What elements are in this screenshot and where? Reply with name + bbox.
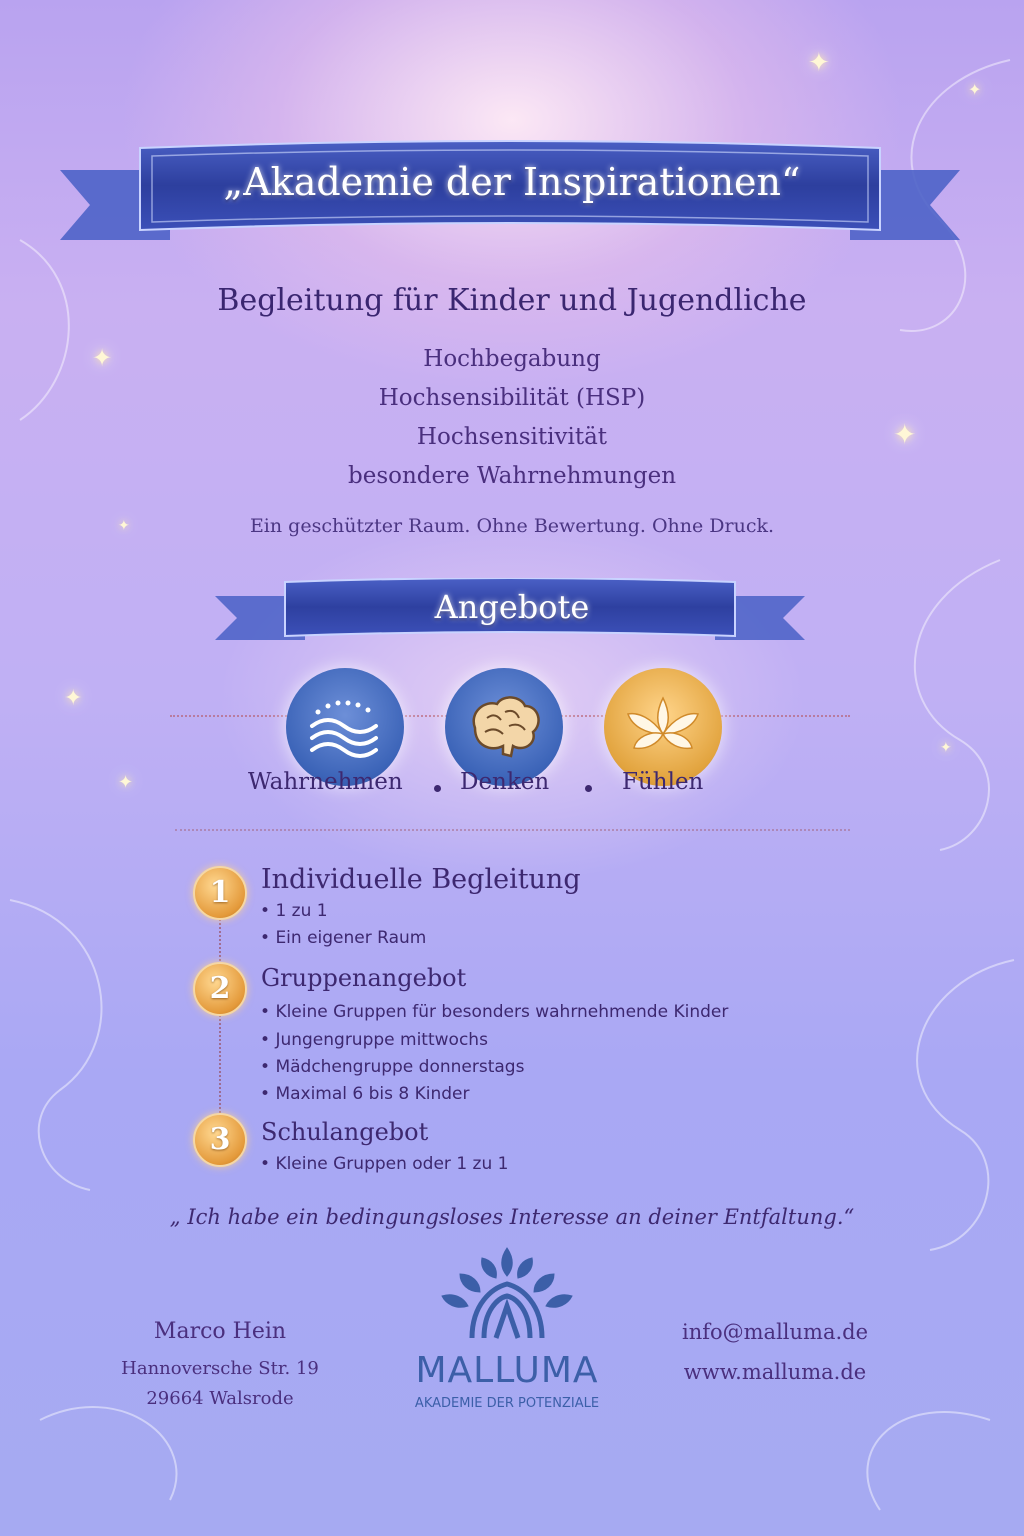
divider: [175, 829, 850, 831]
logo-subtitle: AKADEMIE DER POTENZIALE: [414, 1396, 600, 1411]
quote: „ Ich habe ein bedingungsloses Interesse an deiner Entfaltung.“: [169, 1205, 855, 1229]
headline: Begleitung für Kinder und Jugendliche: [217, 283, 807, 318]
numbers-connector: [219, 912, 221, 1132]
offer-title: Schulangebot: [261, 1118, 429, 1146]
page-title: „Akademie der Inspirationen“: [223, 160, 801, 204]
number-badge: 1: [193, 866, 247, 920]
offer-bullet: • Maximal 6 bis 8 Kinder: [260, 1084, 470, 1104]
sparkle-icon: ✦: [92, 344, 113, 372]
pillar-label: Wahrnehmen: [248, 769, 403, 795]
sparkle-icon: ✦: [64, 686, 83, 711]
dot-separator: [585, 785, 592, 792]
pillar-label: Fühlen: [622, 769, 704, 795]
offer-bullet: • Kleine Gruppen für besonders wahrnehmende Kinder: [260, 1002, 729, 1022]
number-badge: 3: [193, 1113, 247, 1167]
contact-street: Hannoversche Str. 19: [121, 1358, 319, 1379]
pillar-label: Denken: [460, 769, 550, 795]
sparkle-icon: ✦: [808, 48, 830, 78]
topic-item: Hochsensibilität (HSP): [378, 385, 646, 411]
contact-city: 29664 Walsrode: [146, 1388, 294, 1409]
number-badge: 2: [193, 962, 247, 1016]
website-link[interactable]: www.malluma.de: [683, 1360, 867, 1384]
offer-bullet: • Ein eigener Raum: [260, 928, 427, 948]
malluma-logo-icon: [432, 1244, 582, 1344]
sparkle-icon: ✦: [893, 418, 917, 451]
contact-name: Marco Hein: [153, 1319, 287, 1344]
email-link[interactable]: info@malluma.de: [681, 1320, 869, 1344]
offer-bullet: • Jungengruppe mittwochs: [260, 1030, 488, 1050]
offer-bullet: • Mädchengruppe donnerstags: [260, 1057, 525, 1077]
topic-item: Hochsensitivität: [416, 424, 608, 450]
sparkle-icon: ✦: [968, 80, 982, 99]
offer-bullet: • 1 zu 1: [260, 901, 328, 921]
sparkle-icon: ✦: [118, 772, 134, 793]
logo-name: MALLUMA: [415, 1350, 599, 1391]
topic-item: Hochbegabung: [423, 346, 601, 372]
sparkle-icon: ✦: [118, 518, 130, 534]
tagline: Ein geschützter Raum. Ohne Bewertung. Ohne Druck.: [249, 515, 775, 537]
offers-heading: Angebote: [434, 588, 590, 626]
dot-separator: [434, 785, 441, 792]
offer-title: Individuelle Begleitung: [261, 864, 581, 895]
topic-item: besondere Wahrnehmungen: [347, 463, 677, 489]
sparkle-icon: ✦: [940, 740, 952, 756]
offer-bullet: • Kleine Gruppen oder 1 zu 1: [260, 1154, 509, 1174]
offer-title: Gruppenangebot: [261, 964, 467, 992]
